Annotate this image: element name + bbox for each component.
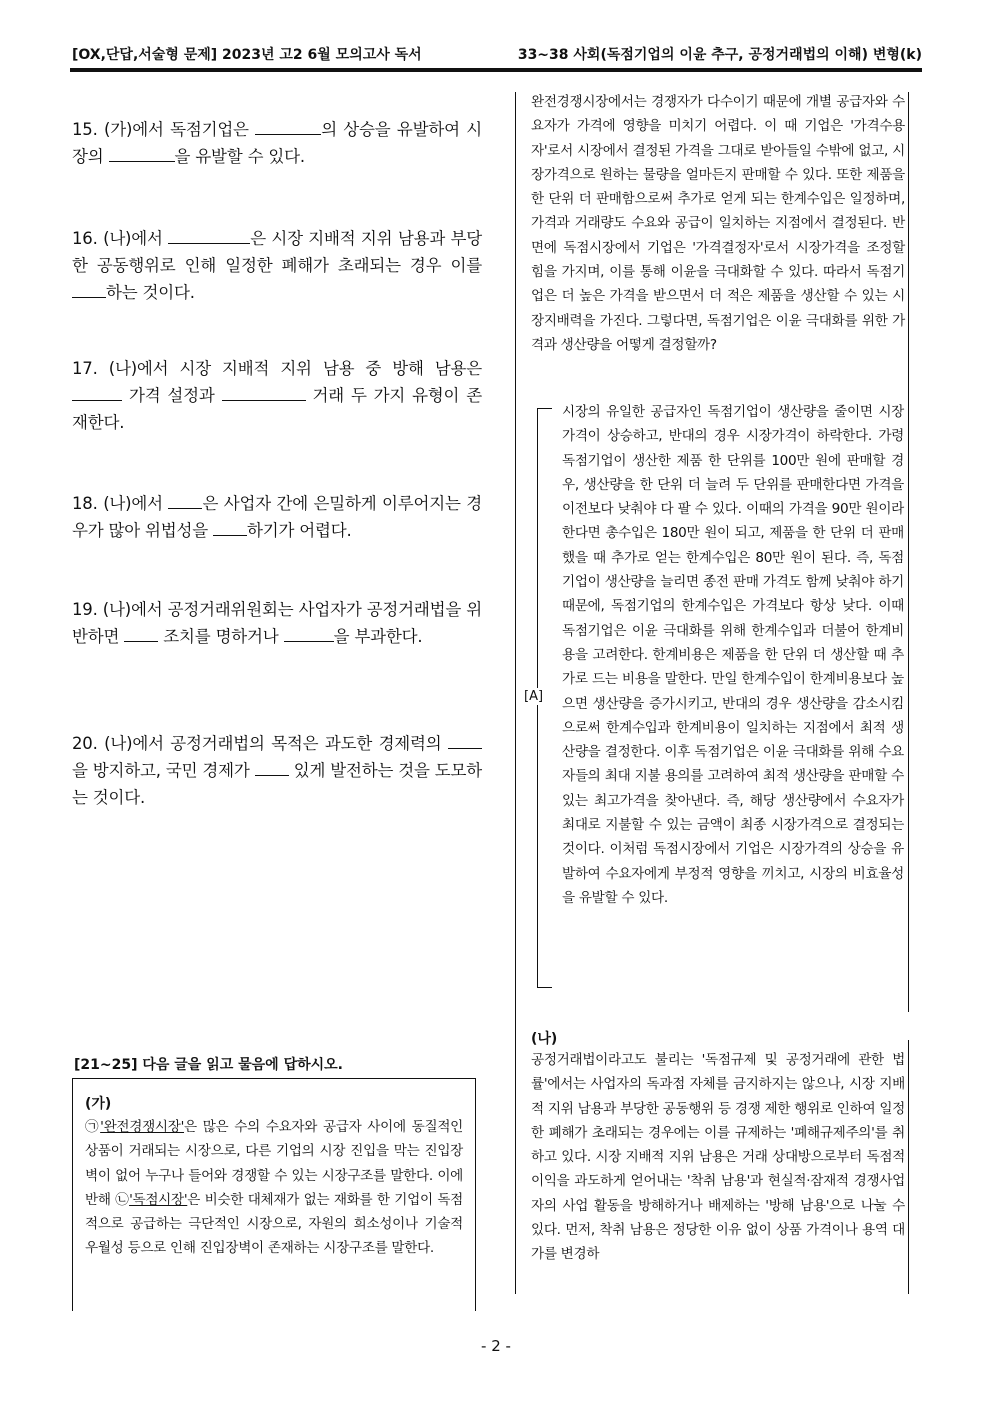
- answer-blank[interactable]: [109, 143, 175, 162]
- answer-blank[interactable]: [72, 382, 122, 401]
- term-perfect-competition: '완전경쟁시장': [100, 1119, 185, 1135]
- answer-blank[interactable]: [255, 116, 321, 135]
- question-19: 19. (나)에서 공정거래위원회는 사업자가 공정거래법을 위반하면 조치를 명하거나 을 부과한다.: [72, 600, 482, 646]
- right-column-right-border-2: [908, 1040, 909, 1294]
- answer-blank[interactable]: [124, 623, 158, 642]
- answer-blank[interactable]: [72, 279, 106, 298]
- page-number: - 2 -: [481, 1337, 511, 1355]
- term-monopoly: '독점시장': [129, 1191, 188, 1208]
- header-rule: [70, 68, 922, 72]
- passage-ga-continued: 완전경쟁시장에서는 경쟁자가 다수이기 때문에 개별 공급자와 수요자가 가격에 영향을 미치기 어렵다. 이 때 기업은 '가격수용자'로서 시장에서 결정된 가격을 그대로 받아들일 수밖에 없고, 시장가격으로 원하는 물량을 얼마든지 판매할 수 있다. 또한 제품을 한 단위 더 판매함으로써 추가로 얻게 되는 한계수입은 일정하며, 가격과 거래량도 수요와 공급이 일치하는 지점에서 결정된다. 반면에 독점시장에서 기업은 '가격결정자'로서 시장가격을 조정할 힘을 가지며, 이를 통해 이윤을 극대화할 수 있다. 따라서 독점기업은 더 높은 가격을 받으면서 더 적은 제품을 생산할 수 있는 시장지배력을 가진다. 그렇다면, 독점기업은 이윤 극대화를 위한 가격과 생산량을 어떻게 결정할까?: [531, 94, 905, 353]
- bracket-a-label: [A]: [524, 689, 544, 704]
- passage-na-body: 공정거래법이라고도 불리는 '독점규제 및 공정거래에 관한 법률'에서는 사업자의 독과점 자체를 금지하지는 않으나, 시장 지배적 지위 남용과 부당한 공동행위 등 경쟁 제한 행위로 인하여 일정한 폐해가 초래되는 경우에는 이를 규제하는 '폐해규제주의'를 취하고 있다. 시장 지배적 지위 남용은 거래 상대방으로부터 독점적 이익을 과도하게 얻어내는 '착취 남용'과 현실적·잠재적 경쟁사업자의 사업 활동을 방해하거나 배제하는 '방해 남용'으로 나눌 수 있다. 먼저, 착취 남용은 정당한 이유 없이 상품 가격이나 용역 대가를 변경하: [531, 1052, 905, 1263]
- answer-blank[interactable]: [255, 757, 289, 776]
- answer-blank[interactable]: [168, 490, 202, 509]
- header-left-title: [OX,단답,서술형 문제] 2023년 고2 6월 모의고사 독서: [72, 47, 422, 63]
- answer-blank[interactable]: [448, 730, 482, 749]
- answer-blank[interactable]: [168, 225, 250, 244]
- answer-blank[interactable]: [222, 382, 306, 401]
- section-title: [21~25] 다음 글을 읽고 물음에 답하시오.: [74, 1057, 343, 1073]
- passage-ga-body: ㉠'완전경쟁시장'은 많은 수의 수요자와 공급자 사이에 동질적인 상품이 거래되는 시장으로, 다른 기업의 시장 진입을 막는 진입장벽이 없어 누구나 들어와 경쟁할 수 있는 시장구조를 말한다. 이에 반해 ㉡'독점시장'은 비슷한 대체재가 없는 재화를 한 기업이 독점적으로 공급하는 극단적인 시장으로, 자원의 희소성이나 기술적 우월성 등으로 인해 진입장벽이 존재하는 시장구조를 말한다.: [85, 1119, 464, 1257]
- answer-blank[interactable]: [284, 623, 334, 642]
- question-17: 17. (나)에서 시장 지배적 지위 남용 중 방해 남용은 가격 설정과 거래 두 가지 유형이 존재한다.: [72, 359, 483, 432]
- passage-a-block: 시장의 유일한 공급자인 독점기업이 생산량을 줄이면 시장가격이 상승하고, 반대의 경우 시장가격이 하락한다. 가령 독점기업이 생산한 제품 한 단위를 100만 원에 판매할 경우, 생산량을 한 단위 더 늘려 두 단위를 판매한다면 가격을 이전보다 낮춰야 다 팔 수 있다. 이때의 가격을 90만 원이라 한다면 총수입은 180만 원이 되고, 제품을 한 단위 더 판매했을 때 추가로 얻는 한계수입은 80만 원이 된다. 즉, 독점기업이 생산량을 늘리면 종전 판매 가격도 함께 낮춰야 하기 때문에, 독점기업의 한계수입은 가격보다 항상 낮다. 이때 독점기업은 이윤 극대화를 위해 한계수입과 더불어 한계비용을 고려한다. 한계비용은 제품을 한 단위 더 생산할 때 추가로 드는 비용을 말한다. 만일 한계수입이 한계비용보다 높으면 생산량을 증가시키고, 반대의 경우 생산량을 감소시킴으로써 한계수입과 한계비용이 일치하는 지점에서 최적 생산량을 결정한다. 이후 독점기업은 이윤 극대화를 위해 수요자들의 최대 지불 용의를 고려하여 최적 생산량을 판매할 수 있는 최고가격을 찾아낸다. 즉, 해당 생산량에서 수요자가 최대로 지불할 수 있는 금액이 최종 시장가격으로 결정되는 것이다. 이처럼 독점시장에서 기업은 시장가격의 상승을 유발하여 수요자에게 부정적 영향을 끼치고, 시장의 비효율성을 유발할 수 있다.: [562, 404, 904, 906]
- question-16: 16. (나)에서 은 시장 지배적 지위 남용과 부당한 공동행위로 인해 일정한 폐해가 초래되는 경우 이를 하는 것이다.: [72, 225, 482, 306]
- passage-ga-box: [72, 1078, 476, 1311]
- question-15: 15. (가)에서 독점기업은 의 상승을 유발하여 시장의 을 유발할 수 있다.: [72, 116, 482, 170]
- answer-blank[interactable]: [213, 517, 247, 536]
- passage-na-label: (나): [531, 1031, 558, 1047]
- question-18: 18. (나)에서 은 사업자 간에 은밀하게 이루어지는 경우가 많아 위법성을 하기가 어렵다.: [72, 490, 482, 544]
- page-header: [72, 44, 922, 64]
- header-right-title: 33~38 사회(독점기업의 이윤 추구, 공정거래법의 이해) 변형(k): [517, 47, 922, 63]
- question-20: 20. (나)에서 공정거래법의 목적은 과도한 경제력의 을 방지하고, 국민 경제가 있게 발전하는 것을 도모하는 것이다.: [72, 730, 482, 811]
- right-column-left-border: [515, 92, 516, 1294]
- passage-ga-label: (가): [85, 1096, 112, 1112]
- right-column-right-border: [908, 92, 909, 1012]
